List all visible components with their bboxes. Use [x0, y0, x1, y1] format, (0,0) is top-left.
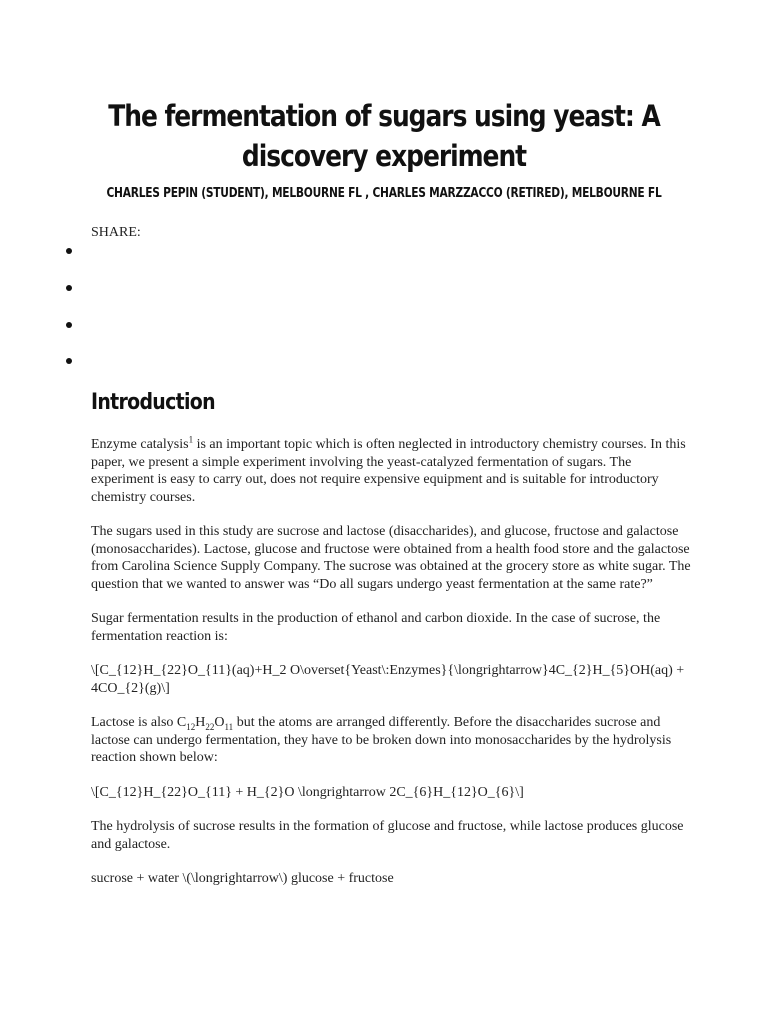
- subscript: 11: [224, 721, 234, 732]
- footnote-ref[interactable]: 1: [188, 434, 194, 445]
- equation-source: \[C_{12}H_{22}O_{11}(aq)+H_2 O\overset{Yeast\:Enzymes}{\longrightarrow}4C_{2}H_{5}OH(aq) + 4CO_{2}(g)\]: [91, 663, 685, 696]
- share-item[interactable]: [66, 358, 74, 366]
- paragraph: [91, 436, 691, 506]
- subscript: 12: [186, 721, 196, 732]
- text-run: is an important topic which is often neglected in introductory chemistry courses. In this paper, we present a simple experiment involving the yeast-catalyzed fermentation of sugars. The experiment is easy to carry out, does not require expensive equipment and is suitable for introductory chemistry courses.: [91, 437, 686, 505]
- paragraph: [91, 714, 691, 767]
- paragraph: The hydrolysis of sucrose results in the formation of glucose and fructose, while lactose produces glucose and galactose.: [91, 819, 684, 852]
- paragraph: sucrose + water \(\longrightarrow\) glucose + fructose: [91, 871, 394, 886]
- text-run: but the atoms are arranged differently. Before the disaccharides sucrose and lactose can undergo fermentation, they have to be broken down into monosaccharides by the hydrolysis reaction shown below:: [91, 715, 672, 765]
- subscript: 22: [205, 721, 215, 732]
- share-item[interactable]: [66, 285, 74, 293]
- paragraph: Sugar fermentation results in the production of ethanol and carbon dioxide. In the case of sucrose, the fermentation reaction is:: [91, 611, 661, 644]
- equation-source: \[C_{12}H_{22}O_{11} + H_{2}O \longrightarrow 2C_{6}H_{12}O_{6}\]: [91, 784, 524, 800]
- paragraph: The sugars used in this study are sucrose and lactose (disaccharides), and glucose, fructose and galactose (monosaccharides). Lactose, glucose and fructose were obtained from a health food store and the galactose from Carolina Science Supply Company. The sucrose was obtained at the grocery store as white sugar. The question that we wanted to answer was “Do all sugars undergo yeast fermentation at the same rate?”: [91, 524, 691, 592]
- share-label: SHARE:: [91, 225, 141, 240]
- section-heading-introduction: Introduction: [91, 390, 215, 415]
- text-run: H: [195, 715, 206, 730]
- share-item[interactable]: [66, 322, 74, 330]
- share-item[interactable]: [66, 248, 74, 256]
- text-run: Enzyme catalysis: [91, 437, 189, 452]
- text-run: O: [214, 715, 225, 730]
- article-title: The fermentation of sugars using yeast: A discovery experiment: [108, 99, 660, 173]
- article-authors: CHARLES PEPIN (STUDENT), MELBOURNE FL , CHARLES MARZZACCO (RETIRED), MELBOURNE FL: [106, 186, 662, 201]
- article-body: [91, 436, 691, 905]
- text-run: Lactose is also C: [91, 715, 187, 730]
